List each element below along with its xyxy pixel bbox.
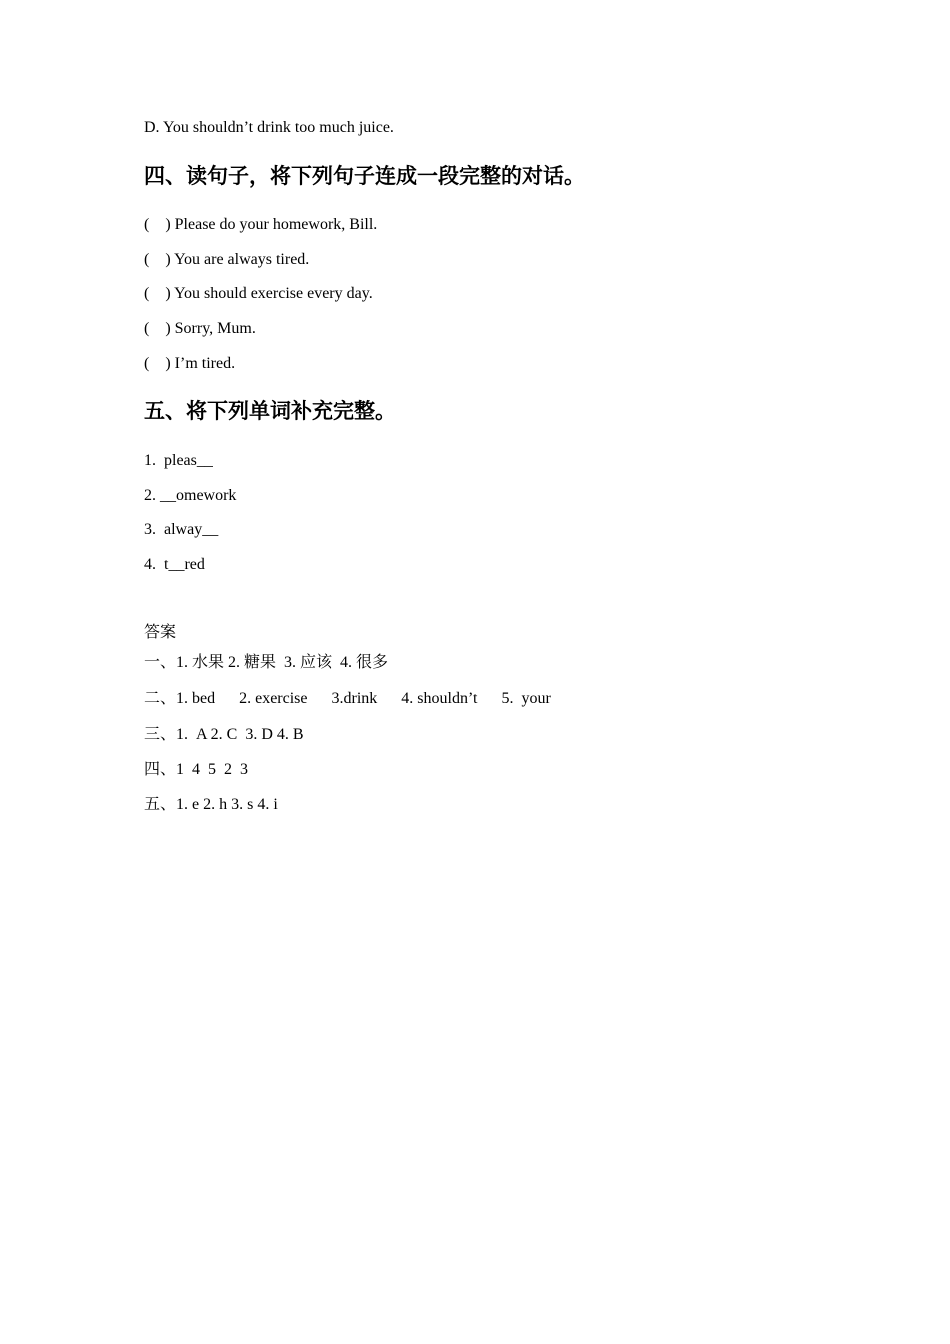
word-item-3: 3. alway__: [144, 521, 219, 538]
word-item-1: 1. pleas__: [144, 452, 213, 469]
section-5-heading: 五、将下列单词补充完整。: [144, 399, 396, 423]
answers-label: 答案: [144, 624, 177, 641]
dialogue-item-1: ( ) Please do your homework, Bill.: [144, 216, 378, 233]
option-d: D. You shouldn’t drink too much juice.: [144, 119, 394, 136]
dialogue-item-5: ( ) I’m tired.: [144, 355, 236, 372]
answer-row-1: 一、1. 水果 2. 糖果 3. 应该 4. 很多: [144, 654, 389, 671]
answer-row-3: 三、1. A 2. C 3. D 4. B: [144, 726, 304, 743]
dialogue-item-3: ( ) You should exercise every day.: [144, 285, 373, 302]
word-item-2: 2. __omework: [144, 487, 237, 504]
word-item-4: 4. t__red: [144, 556, 205, 573]
section-4-heading: 四、读句子，将下列句子连成一段完整的对话。: [144, 164, 585, 188]
dialogue-item-2: ( ) You are always tired.: [144, 251, 310, 268]
answer-row-5: 五、1. e 2. h 3. s 4. i: [144, 796, 278, 813]
answer-row-4: 四、1 4 5 2 3: [144, 761, 249, 778]
answer-row-2: 二、1. bed 2. exercise 3.drink 4. shouldn’t 5. your: [144, 690, 551, 707]
dialogue-item-4: ( ) Sorry, Mum.: [144, 320, 256, 337]
